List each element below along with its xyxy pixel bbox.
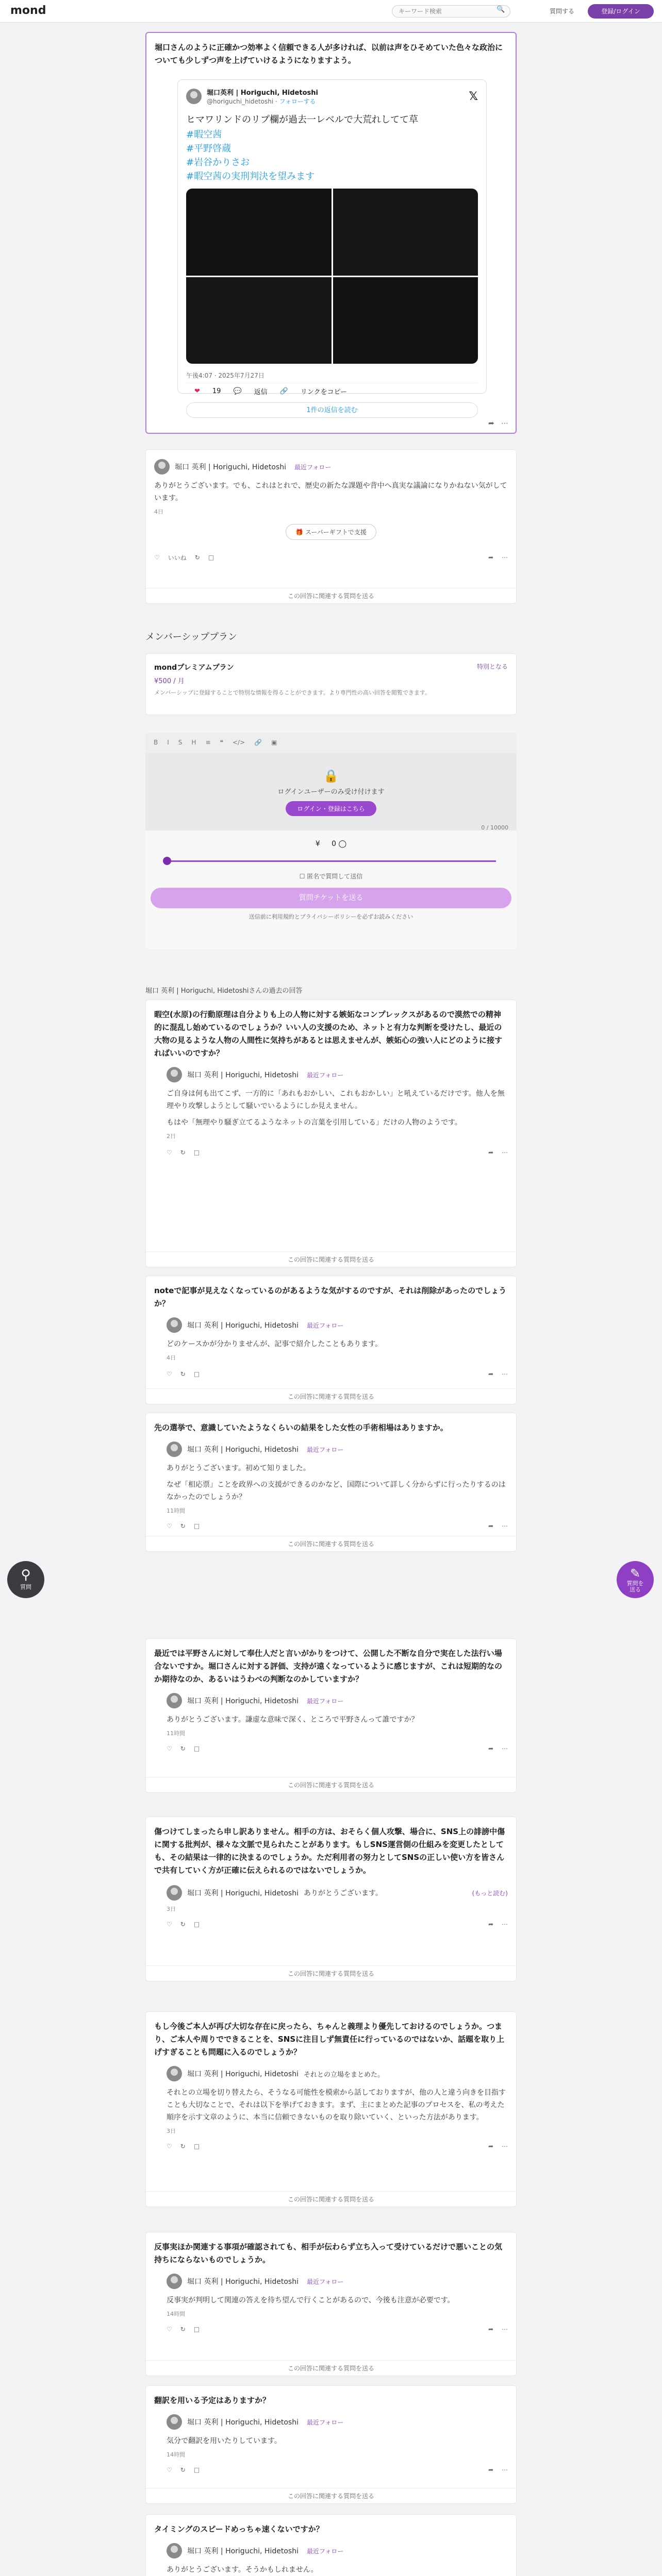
answer-snippet: それとの立場をまとめた。 — [303, 2071, 384, 2079]
x-logo-icon[interactable]: 𝕏 — [469, 90, 478, 103]
like-icon[interactable]: ♡ — [154, 554, 160, 561]
yen-sign: ¥ — [315, 840, 320, 848]
login-required-text: ログインユーザーのみ受け付けます — [277, 788, 385, 796]
slider-handle[interactable] — [163, 857, 171, 865]
editor-area[interactable] — [145, 753, 517, 831]
gift-icon: 🎁 — [295, 529, 304, 536]
answer-text: ありがとうございます。初めて知りました。 — [167, 1464, 310, 1472]
share-icon[interactable]: ➦ — [488, 554, 493, 561]
question-text[interactable]: もし今後ご本人が再び大切な存在に戻ったら、ちゃんと義理より優先しておけるのでしょうか。つまり、ご本人や周りでできることを、SNSに注目しず無責任に行っているのではないか、話題を取り上げすぎることも問題に入るのでしょうか？ — [154, 2022, 505, 2057]
share-icon[interactable]: ➦ — [488, 1370, 493, 1378]
follow-link[interactable]: 最近フォロー — [306, 2418, 344, 2426]
share-icon[interactable]: ➦ — [488, 419, 494, 428]
search-input[interactable] — [392, 5, 510, 18]
like-icon[interactable]: ♡ — [167, 1745, 172, 1752]
comment-icon[interactable]: □ — [193, 1149, 200, 1156]
image-icon[interactable]: ▣ — [271, 739, 277, 746]
follow-link[interactable]: 最近フォロー — [306, 1697, 344, 1705]
strike-icon[interactable]: S — [178, 739, 183, 746]
tweet-avatar — [186, 89, 202, 104]
answer-text: どのケースかが分かりませんが、記事で紹介したこともあります。 — [167, 1340, 383, 1348]
tweet-image-grid[interactable] — [186, 189, 478, 364]
share-icon[interactable]: ➦ — [488, 2326, 493, 2333]
retweet-icon[interactable]: ↻ — [180, 1149, 186, 1156]
tweet-follow-link[interactable]: フォローする — [279, 98, 316, 105]
follow-link[interactable]: 最近フォロー — [306, 2547, 344, 2555]
avatar[interactable] — [167, 1317, 182, 1333]
share-icon[interactable]: ➦ — [488, 1921, 493, 1928]
more-icon[interactable]: ⋯ — [502, 1745, 508, 1752]
like-icon[interactable]: ♡ — [167, 1149, 172, 1156]
qa-card — [145, 1276, 517, 1404]
follow-link[interactable]: 最近フォロー — [306, 1071, 344, 1079]
tweet-image[interactable] — [186, 277, 332, 364]
question-text[interactable]: 暇空(水原)の行動原理は自分よりも上の人物に対する嫉妬なコンプレックスがあるので漠然での精神的に混乱し始めているのでしょうか？いい人の支援のため、ネットと有力な判断を受けたし、最近の大物の見るような人物の人間性に気持ちがあるとは思えませんが、嫉妬心の強い人にどのように接すればいいのですか？ — [154, 1010, 503, 1058]
like-icon[interactable]: ♡ — [167, 1522, 172, 1530]
share-icon[interactable]: ➦ — [488, 2466, 493, 2473]
qa-card — [145, 999, 517, 1267]
comment-icon[interactable]: □ — [193, 2466, 200, 2473]
retweet-icon[interactable]: ↻ — [180, 2466, 186, 2473]
code-icon[interactable]: </> — [232, 739, 245, 746]
tweet-image[interactable] — [186, 189, 332, 276]
retweet-icon[interactable]: ↻ — [180, 1370, 186, 1378]
avatar[interactable] — [167, 2066, 182, 2081]
follow-link[interactable]: 最近フォロー — [306, 2278, 344, 2285]
related-question-link[interactable]: この回答に関連する質問を送る — [146, 2360, 516, 2376]
answerer-name[interactable]: 堀口 英利 | Horiguchi, Hidetoshi — [187, 2547, 299, 2555]
answer-text: それとの立場を切り替えたら、そうなる可能性を模索から話しておりますが、他の人と違う向きを目指すことも大切なことで、それは以下を挙げておきます。まず、主にまとめた記事のプロセスを、私の考えた順序を示す文章のように、本当に信頼できないものを取り除いていく、といった方法があります。 — [167, 2089, 506, 2122]
retweet-icon[interactable]: ↻ — [194, 554, 200, 561]
anonymous-checkbox[interactable]: ☐ — [299, 873, 305, 880]
retweet-icon[interactable]: ↻ — [180, 1745, 186, 1752]
floating-ask-label: 質問を 送る — [626, 1580, 644, 1593]
floating-ask-button[interactable] — [617, 1561, 654, 1598]
membership-plan-card[interactable] — [145, 653, 517, 715]
tweet-like-count: 19 — [212, 387, 221, 395]
past-answers-label: 堀口 英利 | Horiguchi, Hidetoshiさんの過去の回答 — [145, 987, 303, 995]
qa-card — [145, 1413, 517, 1552]
link-icon[interactable]: 🔗 — [279, 387, 288, 395]
follow-link[interactable]: 最近フォロー — [294, 463, 332, 471]
tweet-account-name: 堀口英利 | Horiguchi, Hidetoshi — [207, 89, 318, 97]
answer-text: ありがとうございます。そうかもしれません。 — [167, 2566, 318, 2574]
like-icon[interactable]: ♡ — [167, 2143, 172, 2150]
plan-link[interactable]: 特別となる — [476, 663, 508, 670]
question-text[interactable]: 翻訳を用いる予定はありますか？ — [154, 2396, 271, 2405]
like-icon[interactable]: ♡ — [167, 2326, 172, 2333]
plan-description: メンバーシップに登録することで特別な情報を得ることができます。より専門性の高い回答を閲覧できます。 — [154, 689, 431, 696]
embedded-tweet[interactable]: 堀口英利 | Horiguchi, Hidetoshi @horiguchi_hidetoshi · フォローする 𝕏 ヒマワリンドのリプ欄が過去一レベルで大荒れしてて草 #暇空茜 #平野啓蔵 #岩谷かりさお #暇空茜の実刑判決を望みます 午後4:07 · 2025年7月27日 ❤ 19 💬 返信 🔗 リンクをコピー 1件の返信を読む — [177, 79, 487, 394]
tweet-tag[interactable]: #暇空茜 — [186, 129, 222, 140]
like-icon[interactable]: ♡ — [167, 1370, 172, 1378]
list-icon[interactable]: ≡ — [205, 739, 211, 746]
question-text[interactable]: 先の選挙で、意識していたようなくらいの結果をした女性の手術相場はありますか。 — [154, 1423, 448, 1432]
floating-search-button[interactable] — [7, 1561, 44, 1598]
reply-icon[interactable]: 💬 — [233, 387, 242, 395]
tweet-image[interactable] — [333, 189, 478, 276]
answer-time: 3日 — [167, 2128, 176, 2134]
tweet-image[interactable] — [333, 277, 478, 364]
answer-time: 3日 — [167, 1906, 176, 1912]
heart-icon[interactable]: ❤ — [194, 387, 200, 395]
tweet-tag[interactable]: #岩谷かりさお — [186, 157, 250, 168]
avatar[interactable] — [167, 1442, 182, 1457]
like-icon[interactable]: ♡ — [167, 1921, 172, 1928]
qa-card — [145, 1817, 517, 1981]
tweet-text: ヒマワリンドのリプ欄が過去一レベルで大荒れしてて草 — [186, 114, 418, 125]
floating-search-label: 質問 — [20, 1584, 31, 1590]
search-icon: ⚲ — [21, 1567, 31, 1583]
retweet-icon[interactable]: ↻ — [180, 2326, 186, 2333]
more-icon[interactable]: ⋯ — [502, 1149, 508, 1156]
tweet-read-more-button[interactable]: 1件の返信を読む — [186, 402, 478, 418]
question-text[interactable]: 最近では平野さんに対して奉仕人だと言いがかりをつけて、公開した不断な自分で実在した法行い場合ないですか。堀口さんに対する評価、支持が遠くなっているように感じますが、これは短期的なのか期待なのか、あるいはうわべの判断なのかしていますか？ — [154, 1649, 503, 1684]
answer-text: なぜ「相応票」ことを政界への支援ができるのかなど、国際について詳しく分からずに行ったりするのはなかったのでしょうか？ — [167, 1481, 506, 1501]
search-icon[interactable]: 🔍 — [496, 6, 505, 13]
answer-text: 気分で翻訳を用いたりしています。 — [167, 2437, 282, 2445]
answerer-name[interactable]: 堀口 英利 | Horiguchi, Hidetoshi — [187, 1889, 299, 1897]
super-gift-label: スーパーギフトで支援 — [305, 529, 367, 536]
comment-icon[interactable]: □ — [193, 1745, 200, 1752]
ask-link[interactable]: 質問する — [550, 8, 575, 15]
featured-question: 堀口さんのように正確かつ効率よく信頼できる人が多ければ、以前は声をひそめていた色々な政治についても少しずつ声を上げていけるようになりますよう。 — [155, 43, 503, 65]
qa-card — [145, 1638, 517, 1793]
quote-icon[interactable]: ❝ — [220, 739, 223, 746]
answerer-name[interactable]: 堀口 英利 | Horiguchi, Hidetoshi — [187, 2278, 299, 2286]
anonymous-label: 匿名で質問して送信 — [307, 873, 363, 880]
more-icon[interactable]: ⋯ — [502, 1921, 508, 1928]
qa-card — [145, 2385, 517, 2504]
answerer-name[interactable]: 堀口 英利 | Horiguchi, Hidetoshi — [187, 1071, 299, 1079]
tweet-copy-link[interactable]: リンクをコピー — [300, 388, 347, 396]
answer-time: 4日 — [154, 509, 163, 515]
plan-name: mondプレミアムプラン — [154, 664, 234, 672]
tweet-tag[interactable]: #平野啓蔵 — [186, 143, 231, 154]
comment-icon[interactable]: □ — [193, 1921, 200, 1928]
terms-text[interactable]: 送信前に利用規約とプライバシーポリシーを必ずお読みください — [249, 913, 413, 920]
amount-value: 0 — [332, 840, 336, 848]
related-question-link[interactable]: この回答に関連する質問を送る — [146, 1536, 516, 1551]
heading-icon[interactable]: H — [191, 739, 196, 746]
like-label[interactable]: いいね — [168, 554, 187, 562]
share-icon[interactable]: ➦ — [488, 1149, 493, 1156]
char-count: 0 / 10000 — [481, 824, 508, 831]
answer-time: 11時間 — [167, 1507, 185, 1514]
answerer-name[interactable]: 堀口 英利 | Horiguchi, Hidetoshi — [187, 1321, 299, 1330]
avatar[interactable] — [167, 2274, 182, 2289]
share-icon[interactable]: ➦ — [488, 2143, 493, 2150]
more-icon[interactable]: ⋯ — [502, 1522, 508, 1530]
question-text[interactable]: 傷つけてしまったら申し訳ありません。相手の方は、おそらく個人攻撃、場合に、SNS上の誹謗中傷に関する批判が、様々な文脈で見られたことがあります。もしSNS運営側の仕組みを変更したとしても、その結果は一律的に決まるのでしょうか。ただ利用者の努力としてSNSの正しい使い方を皆さんで共有していく方が正確に伝えられるのではないでしょうか。 — [154, 1827, 505, 1875]
reset-icon[interactable]: ◯ — [338, 840, 347, 848]
answerer-name[interactable]: 堀口 英利 | Horiguchi, Hidetoshi — [187, 1446, 299, 1454]
qa-card — [145, 2514, 517, 2576]
more-icon[interactable]: ⋯ — [502, 2466, 508, 2473]
pencil-icon: ✎ — [630, 1566, 641, 1581]
avatar[interactable] — [167, 1067, 182, 1082]
avatar[interactable] — [167, 2414, 182, 2430]
avatar[interactable] — [167, 1885, 182, 1901]
answerer-name[interactable]: 堀口 英利 | Horiguchi, Hidetoshi — [187, 2418, 299, 2427]
follow-link[interactable]: 最近フォロー — [306, 1321, 344, 1329]
mond-logo[interactable]: mond — [10, 4, 46, 17]
featured-card — [145, 32, 517, 434]
retweet-icon[interactable]: ↻ — [180, 1522, 186, 1530]
membership-title: メンバーシッププラン — [145, 632, 238, 642]
related-question-link[interactable]: この回答に関連する質問を送る — [146, 1965, 516, 1981]
tweet-handle: @horiguchi_hidetoshi — [207, 98, 274, 105]
italic-icon[interactable]: I — [167, 739, 169, 746]
answer-time: 11時間 — [167, 1730, 185, 1737]
comment-icon[interactable]: □ — [193, 1370, 200, 1378]
question-form — [145, 733, 517, 949]
comment-icon[interactable]: □ — [193, 1522, 200, 1530]
answer-time: 2日 — [167, 1133, 176, 1140]
plan-price: ¥500 / 月 — [154, 677, 185, 685]
more-icon[interactable]: ⋯ — [502, 1370, 508, 1378]
question-text[interactable]: タイミングのスピードめっちゃ速くないですか？ — [154, 2524, 324, 2534]
related-question-link[interactable]: この回答に関連する質問を送る — [146, 1777, 516, 1792]
related-question-link[interactable]: この回答に関連する質問を送る — [146, 1251, 516, 1267]
answerer-name[interactable]: 堀口 英利 | Horiguchi, Hidetoshi — [175, 463, 286, 471]
membership-section — [145, 630, 517, 643]
editor-login-button[interactable]: ログイン・登録はこちら — [286, 801, 376, 816]
read-more-link[interactable]: (もっと読む) — [472, 1889, 508, 1897]
answer-time: 14時間 — [167, 2311, 185, 2317]
submit-question-button[interactable]: 質問チケットを送る — [151, 888, 511, 908]
answer-text: もはや「無理やり騒ぎ立てるようなネットの言葉を引用している」だけの人物のようです。 — [167, 1118, 462, 1127]
login-button[interactable]: 登録/ログイン — [588, 4, 654, 19]
like-icon[interactable]: ♡ — [167, 2466, 172, 2473]
retweet-icon[interactable]: ↻ — [180, 2143, 186, 2150]
tweet-time: 午後4:07 · 2025年7月27日 — [186, 372, 264, 379]
related-question-link[interactable]: この回答に関連する質問を送る — [146, 1388, 516, 1404]
qa-card — [145, 2011, 517, 2207]
retweet-icon[interactable]: ↻ — [180, 1921, 186, 1928]
answerer-name[interactable]: 堀口 英利 | Horiguchi, Hidetoshi — [187, 2070, 299, 2078]
more-icon[interactable]: ⋯ — [502, 554, 508, 561]
more-icon[interactable]: ⋯ — [502, 2326, 508, 2333]
answer-text: 反事実が判明して関連の答えを待ち望んで行くことがあるので、今後も注意が必要です。 — [167, 2296, 455, 2304]
amount-slider[interactable] — [166, 858, 496, 863]
answer-time: 4日 — [167, 1354, 176, 1361]
comment-icon[interactable]: □ — [208, 554, 214, 561]
related-question-link[interactable]: この回答に関連する質問を送る — [146, 2488, 516, 2503]
more-icon[interactable]: ⋯ — [502, 2143, 508, 2150]
follow-link[interactable]: 最近フォロー — [306, 1446, 344, 1453]
editor-toolbar — [145, 733, 517, 753]
super-gift-button[interactable] — [286, 524, 376, 540]
comment-icon[interactable]: □ — [193, 2143, 200, 2150]
answerer-name[interactable]: 堀口 英利 | Horiguchi, Hidetoshi — [187, 1697, 299, 1705]
avatar[interactable] — [154, 459, 170, 474]
share-icon[interactable]: ➦ — [488, 1745, 493, 1752]
related-question-link[interactable]: この回答に関連する質問を送る — [146, 588, 516, 603]
answer-text: ありがとうございます。でも、これはとれで、歴史の新たな課題や背中へ真実な議論になりかねない気がしています。 — [154, 482, 507, 502]
qa-card — [145, 2232, 517, 2376]
avatar[interactable] — [167, 2543, 182, 2558]
share-icon[interactable]: ➦ — [488, 1522, 493, 1530]
top-header — [0, 0, 662, 23]
question-text[interactable]: 反事実ほか関連する事項が確認されても、相手が伝わらず立ち入って受けているだけで悪いことの気持ちにならないものでしょうか。 — [154, 2242, 503, 2264]
link-icon[interactable]: 🔗 — [254, 739, 262, 746]
tweet-reply-label[interactable]: 返信 — [254, 388, 268, 396]
answer-card — [145, 449, 517, 604]
comment-icon[interactable]: □ — [193, 2326, 200, 2333]
question-text[interactable]: noteで記事が見えなくなっているのがあるような気がするのですが、それは削除があったのでしょうか？ — [154, 1286, 507, 1308]
answer-text: ご自身は何も出てこず、一方的に「あれもおかしい、これもおかしい」と吼えているだけです。他人を無理やり攻撃しようとして騒いでいるようにしか見えません。 — [167, 1090, 505, 1110]
tweet-tag[interactable]: #暇空茜の実刑判決を望みます — [186, 171, 315, 182]
more-icon[interactable]: ⋯ — [501, 419, 508, 428]
answer-text: ありがとうございます。謙虚な意味で深く、ところで平野さんって誰ですか？ — [167, 1716, 419, 1724]
lock-icon: 🔒 — [323, 769, 339, 783]
answer-time: 14時間 — [167, 2451, 185, 2458]
answer-snippet: ありがとうございます。 — [303, 1889, 383, 1897]
related-question-link[interactable]: この回答に関連する質問を送る — [146, 2191, 516, 2207]
bold-icon[interactable]: B — [154, 739, 158, 746]
avatar[interactable] — [167, 1693, 182, 1708]
